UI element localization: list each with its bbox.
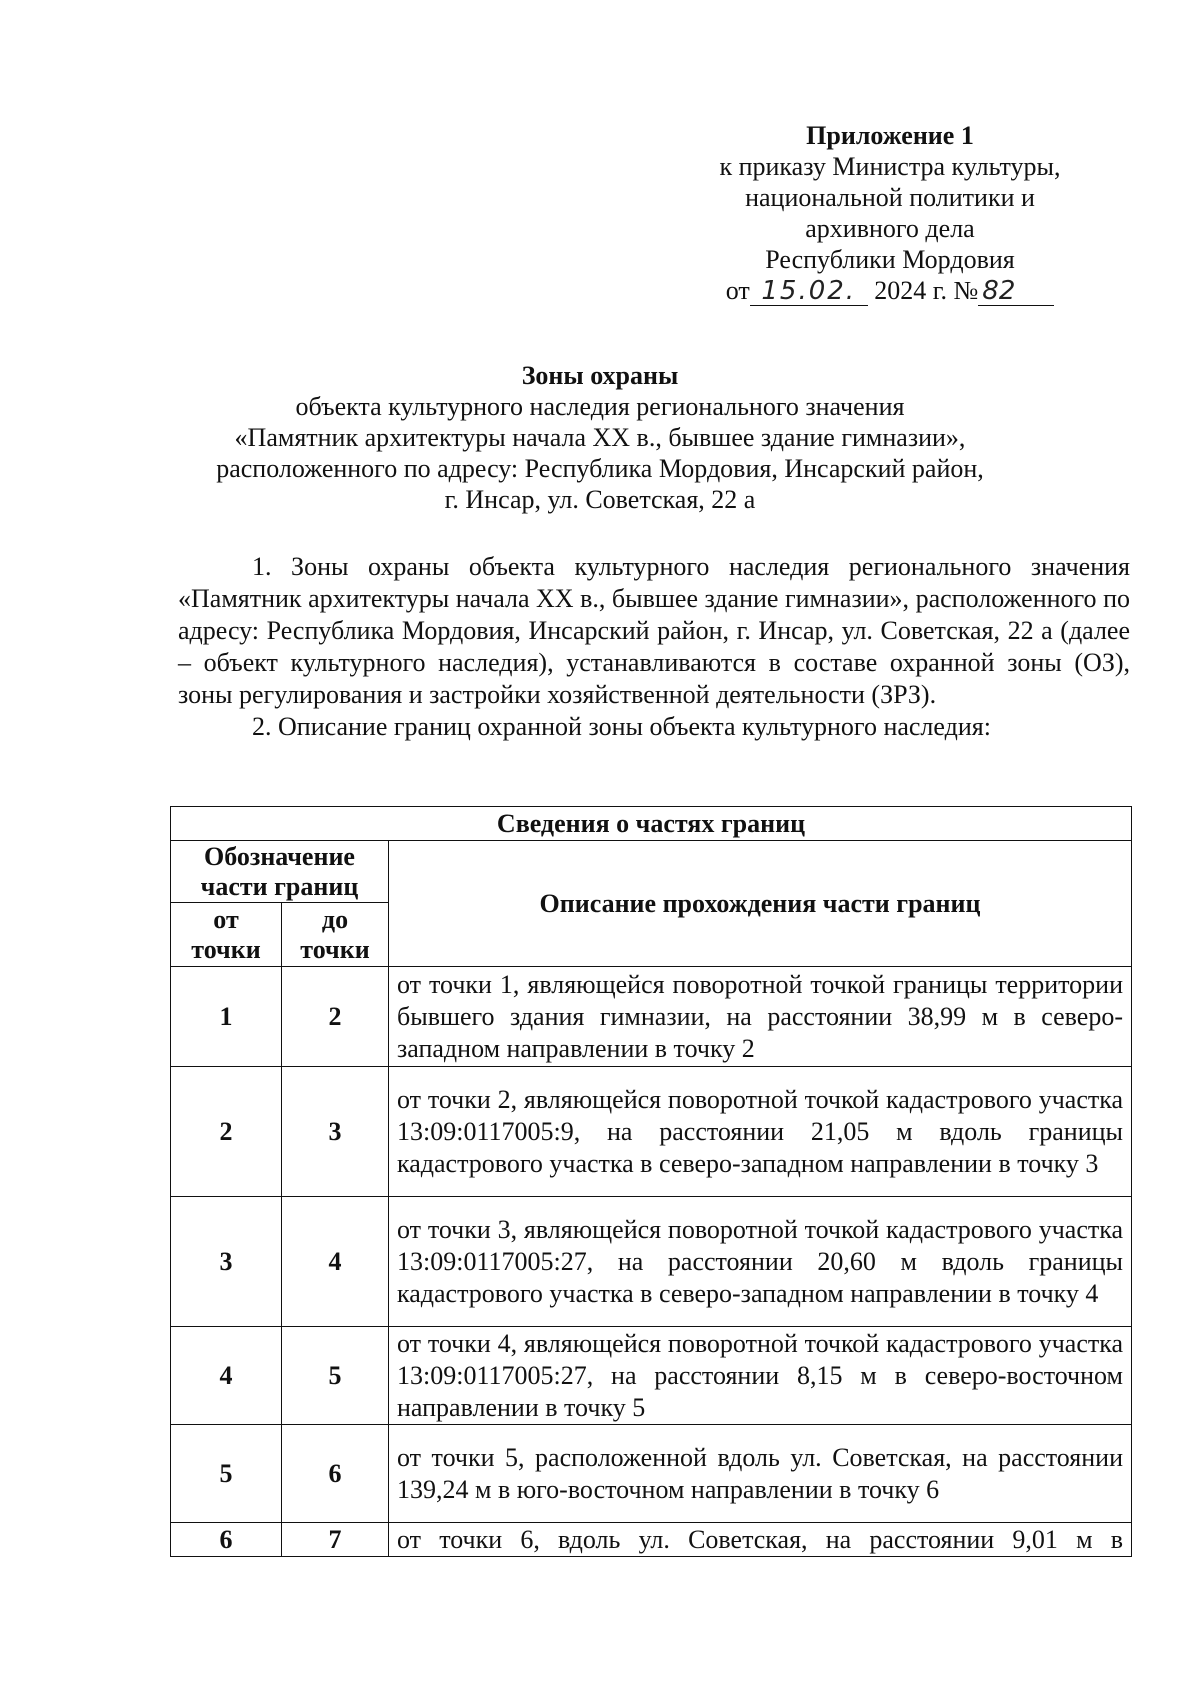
to-point-cell: 2 (282, 967, 389, 1067)
appendix-line: национальной политики и (745, 183, 1035, 212)
table-row (171, 967, 1132, 1067)
to-point-cell: 3 (282, 1067, 389, 1197)
from-point-cell: 2 (171, 1067, 282, 1197)
description-cell: от точки 5, расположенной вдоль ул. Советская, на расстоянии 139,24 м в юго-восточном направлении в точку 6 (389, 1425, 1132, 1523)
description-cell: от точки 4, являющейся поворотной точкой кадастрового участка 13:09:0117005:27, на расстоянии 8,15 м в северо-восточном направлении в точку 5 (389, 1327, 1132, 1425)
appendix-heading: Приложение 1 (806, 121, 974, 150)
year-number-label: 2024 г. № (874, 276, 979, 305)
order-date-line (690, 275, 1090, 306)
from-point-cell: 3 (171, 1197, 282, 1327)
appendix-line: к приказу Министра культуры, (719, 152, 1061, 181)
designation-header: Обозначение части границ (171, 841, 389, 903)
title-line: объекта культурного наследия регионального значения (295, 392, 905, 421)
to-point-cell: 4 (282, 1197, 389, 1327)
table-row (171, 1327, 1132, 1425)
to-point-cell: 6 (282, 1425, 389, 1523)
paragraph-1: 1. Зоны охраны объекта культурного наследия регионального значения «Памятник архитектуры начала XX в., бывшее здание гимназии», расположенного по адресу: Республика Мордовия, Инсарский район, г. Инсар, ул. Советская, 22 а (далее – объект культурного наследия), устанавливаются в составе охранной зоны (ОЗ), зоны регулирования и застройки хозяйственной деятельности (ЗРЗ). (178, 552, 1130, 709)
table-row (171, 1197, 1132, 1327)
appendix-header (690, 120, 1090, 306)
description-cell: от точки 2, являющейся поворотной точкой кадастрового участка 13:09:0117005:9, на расстоянии 21,05 м вдоль границы кадастрового участка в северо-западном направлении в точку 3 (389, 1067, 1132, 1197)
title-line: «Памятник архитектуры начала XX в., бывшее здание гимназии», (234, 423, 966, 452)
to-point-header: до точки (282, 903, 389, 967)
appendix-line: Республики Мордовия (765, 245, 1015, 274)
from-point-header: от точки (171, 903, 282, 967)
table-row (171, 1067, 1132, 1197)
description-cell: от точки 6, вдоль ул. Советская, на расстоянии 9,01 м в (389, 1523, 1132, 1557)
table-caption: Сведения о частях границ (171, 807, 1132, 841)
title-line: г. Инсар, ул. Советская, 22 а (444, 485, 756, 514)
from-point-cell: 1 (171, 967, 282, 1067)
table-row (171, 1523, 1132, 1557)
appendix-line: архивного дела (805, 214, 975, 243)
handwritten-date: 15.02. (750, 277, 868, 306)
to-point-cell: 5 (282, 1327, 389, 1425)
description-header: Описание прохождения части границ (389, 841, 1132, 967)
document-title (120, 360, 1080, 515)
table-row (171, 1425, 1132, 1523)
title-heading: Зоны охраны (521, 361, 679, 390)
description-cell: от точки 3, являющейся поворотной точкой кадастрового участка 13:09:0117005:27, на расстоянии 20,60 м вдоль границы кадастрового участка в северо-западном направлении в точку 4 (389, 1197, 1132, 1327)
document-body (178, 551, 1130, 743)
date-prefix: от (725, 276, 750, 305)
paragraph-2: 2. Описание границ охранной зоны объекта культурного наследия: (252, 712, 991, 741)
to-point-cell: 7 (282, 1523, 389, 1557)
from-point-cell: 5 (171, 1425, 282, 1523)
from-point-cell: 4 (171, 1327, 282, 1425)
title-line: расположенного по адресу: Республика Мордовия, Инсарский район, (216, 454, 984, 483)
boundary-table (170, 806, 1132, 1557)
description-cell: от точки 1, являющейся поворотной точкой границы территории бывшего здания гимназии, на расстоянии 38,99 м в северо-западном направлении в точку 2 (389, 967, 1132, 1067)
from-point-cell: 6 (171, 1523, 282, 1557)
handwritten-order-number: 82 (978, 277, 1054, 306)
